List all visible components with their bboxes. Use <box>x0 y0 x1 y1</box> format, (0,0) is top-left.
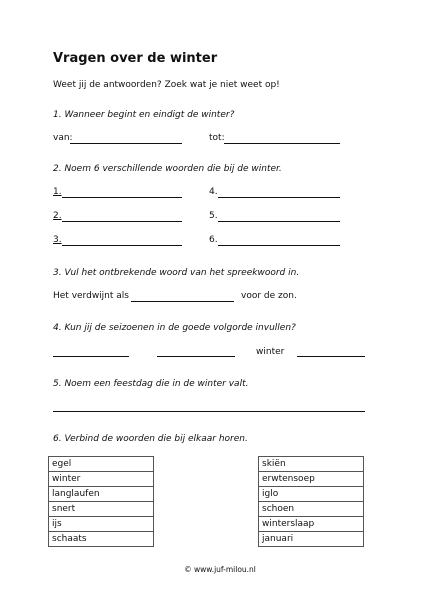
word-5-number: 5. <box>209 211 218 221</box>
table-row <box>49 502 154 517</box>
table-row <box>49 457 154 472</box>
right-word[interactable]: erwtensoep <box>259 472 364 487</box>
right-word[interactable]: winterslaap <box>259 517 364 532</box>
proverb-answer-line[interactable] <box>131 301 234 302</box>
table-row <box>259 532 364 547</box>
table-row <box>259 502 364 517</box>
table-row <box>49 487 154 502</box>
season-2-line[interactable] <box>157 356 235 357</box>
season-4-line[interactable] <box>297 356 365 357</box>
from-label: van: <box>53 133 73 143</box>
question-5: 5. Noem een feestdag die in de winter valt. <box>53 379 249 389</box>
right-word[interactable]: schoen <box>259 502 364 517</box>
word-4-line[interactable] <box>218 197 340 198</box>
question-3: 3. Vul het ontbrekende woord van het spreekwoord in. <box>53 268 300 278</box>
table-row <box>49 472 154 487</box>
question-4: 4. Kun jij de seizoenen in de goede volgorde invullen? <box>53 323 296 333</box>
from-answer-line[interactable] <box>70 143 182 144</box>
right-word[interactable]: januari <box>259 532 364 547</box>
word-3-number: 3. <box>53 235 62 245</box>
word-3-line[interactable] <box>62 245 182 246</box>
proverb-end: voor de zon. <box>241 291 297 301</box>
season-1-line[interactable] <box>53 356 129 357</box>
left-word[interactable]: winter <box>49 472 154 487</box>
question-2: 2. Noem 6 verschillende woorden die bij de winter. <box>53 164 282 174</box>
intro-text: Weet jij de antwoorden? Zoek wat je niet weet op! <box>53 80 280 90</box>
word-6-line[interactable] <box>218 245 340 246</box>
left-word[interactable]: egel <box>49 457 154 472</box>
table-row <box>259 487 364 502</box>
word-5-line[interactable] <box>218 221 340 222</box>
table-row <box>49 517 154 532</box>
holiday-answer-line[interactable] <box>53 411 365 412</box>
word-4-number: 4. <box>209 187 218 197</box>
left-word-table <box>48 456 154 547</box>
word-2-number: 2. <box>53 211 62 221</box>
left-word[interactable]: schaats <box>49 532 154 547</box>
question-6: 6. Verbind de woorden die bij elkaar horen. <box>53 434 248 444</box>
word-1-line[interactable] <box>62 197 182 198</box>
table-row <box>259 517 364 532</box>
footer-copyright: © www.juf-milou.nl <box>184 565 256 574</box>
right-word-table <box>258 456 364 547</box>
word-6-number: 6. <box>209 235 218 245</box>
left-word[interactable]: ijs <box>49 517 154 532</box>
table-row <box>259 457 364 472</box>
proverb-start: Het verdwijnt als <box>53 291 129 301</box>
word-1-number: 1. <box>53 187 62 197</box>
to-answer-line[interactable] <box>224 143 340 144</box>
table-row <box>49 532 154 547</box>
page-title: Vragen over de winter <box>53 51 218 66</box>
question-1: 1. Wanneer begint en eindigt de winter? <box>53 110 235 120</box>
table-row <box>259 472 364 487</box>
to-label: tot: <box>209 133 225 143</box>
left-word[interactable]: langlaufen <box>49 487 154 502</box>
right-word[interactable]: iglo <box>259 487 364 502</box>
season-winter: winter <box>256 347 285 357</box>
left-word[interactable]: snert <box>49 502 154 517</box>
word-2-line[interactable] <box>62 221 182 222</box>
right-word[interactable]: skiën <box>259 457 364 472</box>
